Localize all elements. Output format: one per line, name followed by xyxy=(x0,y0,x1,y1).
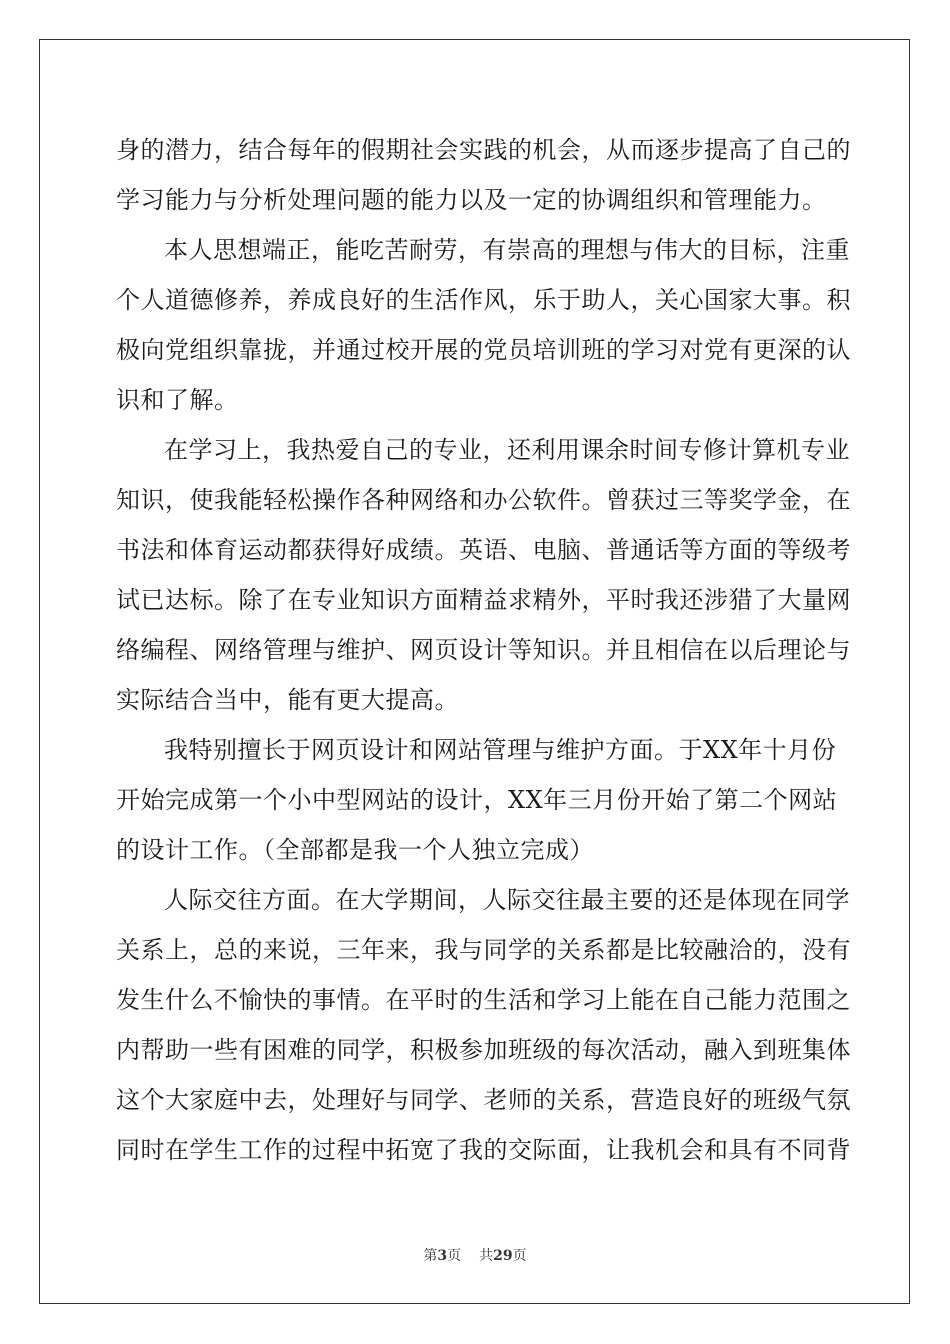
footer-page-prefix: 第 xyxy=(423,1248,438,1264)
paragraph-start-line: 我特别擅长于网页设计和网站管理与维护方面。于XX年十月份 xyxy=(164,736,837,764)
page-footer xyxy=(0,1245,950,1265)
text-line: 这个大家庭中去，处理好与同学、老师的关系，营造良好的班级气氛 xyxy=(116,1086,851,1114)
footer-page-suffix: 页 xyxy=(447,1248,462,1264)
paragraph-start-line: 本人思想端正，能吃苦耐劳，有崇高的理想与伟大的目标，注重 xyxy=(164,236,850,264)
text-line: 试已达标。除了在专业知识方面精益求精外，平时我还涉猎了大量网 xyxy=(116,586,851,614)
text-line: 书法和体育运动都获得好成绩。英语、电脑、普通话等方面的等级考 xyxy=(116,536,851,564)
text-line: 实际结合当中，能有更大提高。 xyxy=(116,686,459,714)
text-line: 个人道德修养，养成良好的生活作风，乐于助人，关心国家大事。积 xyxy=(116,286,851,314)
footer-total-suffix: 页 xyxy=(512,1248,527,1264)
text-line: 的设计工作。（全部都是我一个人独立完成） xyxy=(116,836,594,864)
text-line: 发生什么不愉快的事情。在平时的生活和学习上能在自己能力范围之 xyxy=(116,986,851,1014)
text-line: 内帮助一些有困难的同学，积极参加班级的每次活动，融入到班集体 xyxy=(116,1036,851,1064)
text-line: 身的潜力，结合每年的假期社会实践的机会，从而逐步提高了自己的 xyxy=(116,136,851,164)
page-number: 3 xyxy=(437,1248,448,1264)
text-line: 同时在学生工作的过程中拓宽了我的交际面，让我机会和具有不同背 xyxy=(116,1136,851,1164)
text-line: 开始完成第一个小中型网站的设计，XX年三月份开始了第二个网站 xyxy=(116,786,838,814)
total-pages: 29 xyxy=(493,1248,513,1264)
text-line: 极向党组织靠拢，并通过校开展的党员培训班的学习对党有更深的认 xyxy=(116,336,851,364)
text-line: 学习能力与分析处理问题的能力以及一定的协调组织和管理能力。 xyxy=(116,186,827,214)
paragraph-start-line: 在学习上，我热爱自己的专业，还利用课余时间专修计算机专业 xyxy=(164,436,850,464)
text-line: 知识，使我能轻松操作各种网络和办公软件。曾获过三等奖学金，在 xyxy=(116,486,851,514)
document-body xyxy=(116,125,851,1175)
text-line: 络编程、网络管理与维护、网页设计等知识。并且相信在以后理论与 xyxy=(116,636,851,664)
paragraph-start-line: 人际交往方面。在大学期间，人际交往最主要的还是体现在同学 xyxy=(164,886,850,914)
text-line: 关系上，总的来说，三年来，我与同学的关系都是比较融洽的，没有 xyxy=(116,936,851,964)
footer-total-prefix: 共 xyxy=(479,1248,494,1264)
text-line: 识和了解。 xyxy=(116,386,239,414)
